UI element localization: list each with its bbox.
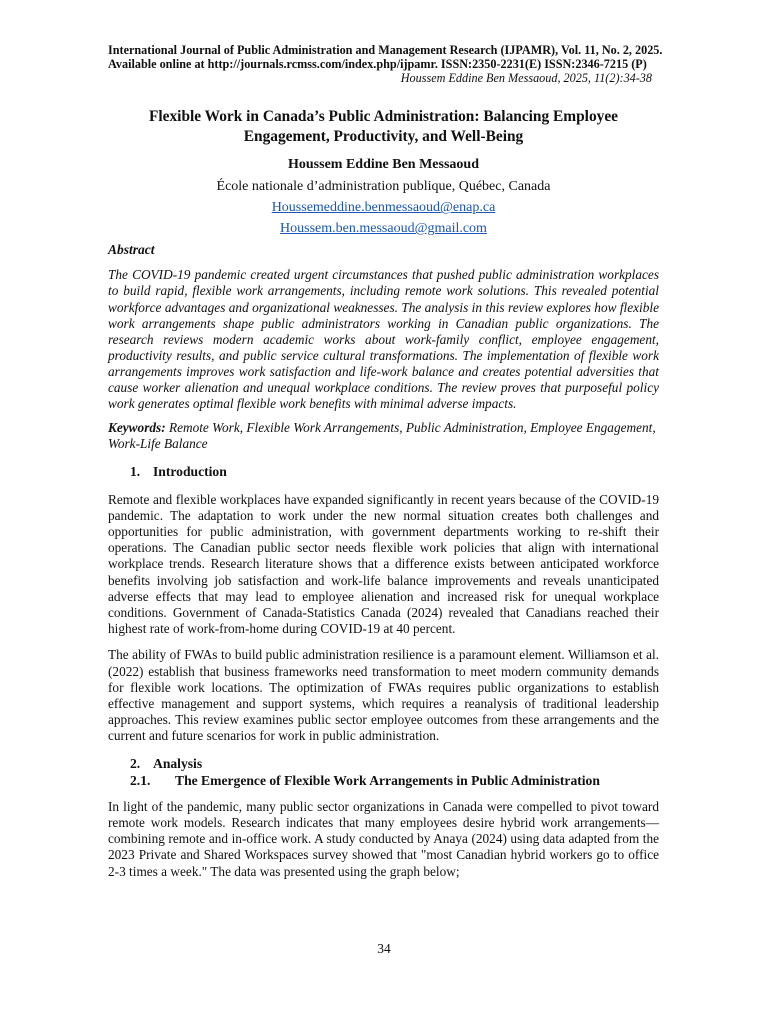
paper-title-line1: Flexible Work in Canada’s Public Administration: Balancing Employee [148,108,619,126]
citation-line: Houssem Eddine Ben Messaoud, 2025, 11(2):34-38 [400,70,652,85]
intro-paragraph-2: The ability of FWAs to build public administration resilience is a paramount element. Williamson et al. (2022) establish that business frameworks need transformation to meet modern community demands for flexible work locations. The optimization of FWAs requires public organizations to establish effective management and support systems, which requires a reanalysis of traditional leadership approaches. This review examines public sector employee outcomes from these arrangements and the current and future scenarios for work in public administration. [108,647,659,744]
section-number: 2. [130,755,141,771]
abstract-heading: Abstract [108,242,155,258]
intro-paragraph-1: Remote and flexible workplaces have expanded significantly in recent years because of the COVID-19 pandemic. The adaptation to work under the new normal situation creates both challenges and opportunities for public administration, with government departments working to re-shift their operations. The Canadian public sector needs flexible work policies that align with international workplace trends. Research literature shows that a difference exists between anticipated workforce benefits involving job satisfaction and work-life balance improvements and reveals unanticipated adverse effects that may lead to employee alienation and increased risk for unequal workplace conditions. Government of Canada-Statistics Canada (2024) revealed that Canadians reached their highest rate of work-from-home during COVID-19 at 40 percent. [108,491,659,637]
email-link-secondary[interactable]: Houssem.ben.messaoud@gmail.com [280,221,487,237]
paper-title [108,107,659,146]
paper-title-line2: Engagement, Productivity, and Well-Being [243,127,524,145]
page-number: 34 [377,941,391,956]
analysis-paragraph-1: In light of the pandemic, many public sector organizations in Canada were compelled to pivot toward remote work models. Research indicates that many employees desire hybrid work arrangements—combining remote and in-office work. A study conducted by Anaya (2024) using data adapted from the 2023 Private and Shared Workspaces survey showed that "most Canadian hybrid workers go to office 2-3 times a week." The data was presented using the graph below; [108,798,659,879]
email-link-primary[interactable]: Houssemeddine.benmessaoud@enap.ca [271,200,496,216]
author-name: Houssem Eddine Ben Messaoud [288,157,479,173]
keywords-label: Keywords: [108,420,166,436]
subsection-number: 2.1. [130,772,151,788]
email-primary-line [108,197,659,218]
section-heading-introduction [130,463,659,480]
abstract-body: The COVID-19 pandemic created urgent circumstances that pushed public administration workplaces to build rapid, flexible work arrangements, including remote work solutions. This revealed potential workforce advantages and organizational weaknesses. The analysis in this review explores how flexible work arrangements shape public administrators working in Canadian public organizations. The research reviews modern academic works about work-family conflict, employee engagement, productivity results, and public service cultural transformations. The implementation of flexible work arrangements improves work satisfaction and life-work balance and creates potential adversities that cause worker alienation and unequal workplace conditions. The review proves that purposeful policy work generates optimal flexible work benefits with minimal adverse impacts. [108,267,659,412]
subsection-title: The Emergence of Flexible Work Arrangements in Public Administration [175,772,600,788]
section-number: 1. [130,463,141,479]
journal-header-line1: International Journal of Public Administration and Management Research (IJPAMR), Vol. 11, No. 2, 2025. [108,43,663,57]
journal-header-line2: Available online at http://journals.rcmss.com/index.php/ijpamr. ISSN:2350-2231(E) ISSN:2346-7215 (P) [108,56,647,71]
subsection-heading-2-1 [130,772,659,789]
author-affiliation: École nationale d’administration publique, Québec, Canada [216,179,551,195]
keywords-text: Remote Work, Flexible Work Arrangements, Public Administration, Employee Engagement, Work-Life Balance [108,420,656,452]
section-title: Introduction [153,463,227,479]
page-content [108,43,663,880]
email-secondary-line [108,218,659,239]
keywords [108,420,659,452]
section-title: Analysis [153,755,203,771]
section-heading-analysis [130,755,659,772]
